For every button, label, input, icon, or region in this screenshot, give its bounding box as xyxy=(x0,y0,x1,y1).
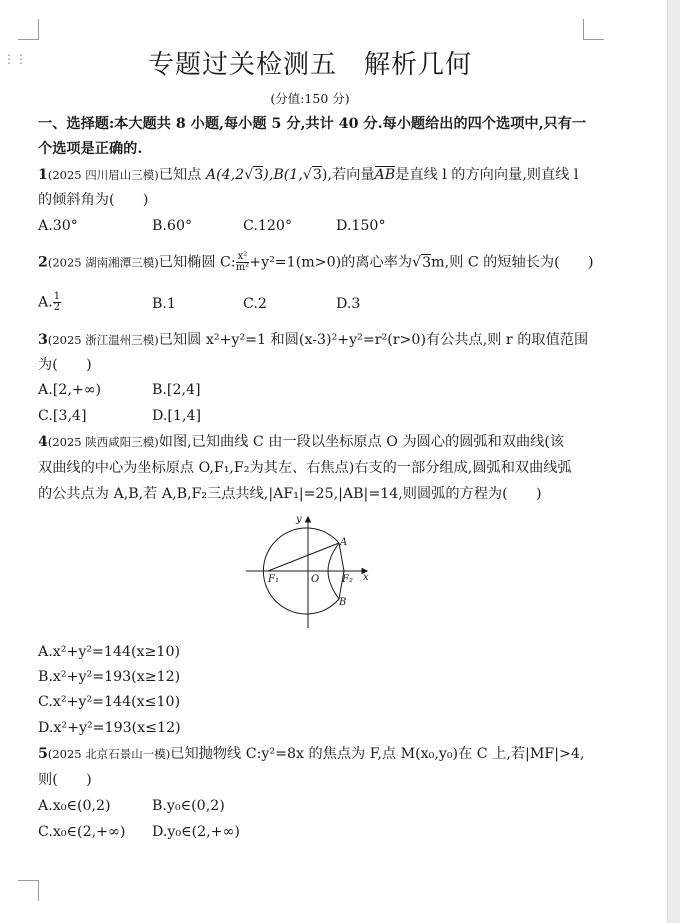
sqrt-radicand: 3 xyxy=(312,167,322,183)
question-4 xyxy=(38,432,564,452)
fraction-numerator: 1 xyxy=(53,291,61,302)
q2-option-a[interactable] xyxy=(38,292,61,313)
question-text: 已知点 xyxy=(158,167,206,183)
question-5 xyxy=(38,744,584,764)
crop-mark-top-right xyxy=(583,19,604,40)
question-text: 是直线 l 的方向向量,则直线 l xyxy=(395,167,579,183)
section-heading-line1: 一、选择题:本大题共 8 小题,每小题 5 分,共计 40 分.每小题给出的四个选项中,只有一 xyxy=(38,116,587,132)
fraction-numerator: x² xyxy=(237,251,248,262)
crop-mark-bottom-left xyxy=(18,880,39,901)
q4-option-c[interactable]: C.x²+y²=144(x≤10) xyxy=(38,694,181,710)
question-text: 已知椭圆 C: xyxy=(158,254,236,271)
q5-option-d[interactable]: D.y₀∈(2,+∞) xyxy=(152,824,240,840)
q4-option-a[interactable]: A.x²+y²=144(x≥10) xyxy=(38,644,181,660)
question-1 xyxy=(38,165,578,185)
q4-option-b[interactable]: B.x²+y²=193(x≥12) xyxy=(38,669,181,685)
question-text: m,则 C 的短轴长为( ) xyxy=(431,254,594,271)
label-x: x xyxy=(363,572,369,583)
label-f1: F₁ xyxy=(268,574,279,585)
question-text: ),若向量 xyxy=(321,167,375,183)
question-number: 1 xyxy=(38,167,48,183)
vector-ab: AB xyxy=(374,167,396,183)
question-3-line2: 为( ) xyxy=(38,357,92,373)
circle-hyperbola-figure xyxy=(242,508,378,634)
section-heading-line2: 个选项是正确的. xyxy=(38,141,143,157)
q1-option-b[interactable]: B.60° xyxy=(152,218,193,234)
q5-option-a[interactable]: A.x₀∈(0,2) xyxy=(38,798,111,814)
label-a: A xyxy=(340,537,348,548)
fraction-denominator: 2 xyxy=(53,302,61,313)
q1-option-c[interactable]: C.120° xyxy=(243,218,293,234)
question-text: +y²=1(m>0)的离心率为 xyxy=(249,254,413,271)
question-1-line2: 的倾斜角为( ) xyxy=(38,192,149,208)
question-number: 2 xyxy=(38,254,48,271)
q2-option-c[interactable]: C.2 xyxy=(243,296,267,312)
question-number: 4 xyxy=(38,434,48,450)
q3-option-d[interactable]: D.[1,4] xyxy=(152,408,202,424)
score-note: (分值:150 分) xyxy=(270,91,350,106)
question-source: (2025 浙江温州三模) xyxy=(47,333,159,347)
vertical-scrollbar[interactable] xyxy=(667,0,680,923)
math-text: ),B(1, xyxy=(263,167,303,183)
question-3 xyxy=(38,330,588,350)
question-text: 如图,已知曲线 C 由一段以坐标原点 O 为圆心的圆弧和双曲线(该 xyxy=(158,434,565,450)
drag-handle-icon[interactable]: ⋮⋮ xyxy=(3,52,27,66)
q5-option-b[interactable]: B.y₀∈(0,2) xyxy=(152,798,225,814)
label-f2: F₂ xyxy=(342,574,353,585)
option-label: A. xyxy=(38,294,53,311)
sqrt-symbol: √ xyxy=(302,167,312,183)
y-axis-arrow xyxy=(306,517,311,522)
question-text: 已知圆 x²+y²=1 和圆(x-3)²+y²=r²(r>0)有公共点,则 r 的取值范围 xyxy=(158,332,589,348)
fraction-denominator: m² xyxy=(235,262,250,273)
fraction xyxy=(236,252,250,273)
label-o: O xyxy=(311,574,320,585)
math-text: A(4,2 xyxy=(205,167,245,183)
question-source: (2025 北京石景山一模) xyxy=(47,747,171,761)
question-number: 3 xyxy=(38,332,48,348)
sqrt-radicand: 3 xyxy=(254,167,264,183)
question-source: (2025 湖南湘潭三模) xyxy=(47,255,159,270)
page-title: 专题过关检测五 解析几何 xyxy=(147,50,472,80)
label-b: B xyxy=(339,597,347,608)
fraction xyxy=(53,292,61,313)
q3-option-c[interactable]: C.[3,4] xyxy=(38,408,87,424)
q1-option-a[interactable]: A.30° xyxy=(38,218,78,234)
q1-option-d[interactable]: D.150° xyxy=(336,218,386,234)
q3-option-b[interactable]: B.[2,4] xyxy=(152,382,201,398)
q5-option-c[interactable]: C.x₀∈(2,+∞) xyxy=(38,824,126,840)
question-source: (2025 陕西咸阳三模) xyxy=(47,435,159,449)
q2-option-d[interactable]: D.3 xyxy=(336,296,361,312)
sqrt-radicand: 3 xyxy=(422,254,432,271)
question-5-line2: 则( ) xyxy=(38,772,92,788)
question-2 xyxy=(38,252,594,273)
q2-option-b[interactable]: B.1 xyxy=(152,296,176,312)
question-number: 5 xyxy=(38,746,48,762)
crop-mark-top-left xyxy=(18,19,39,40)
label-y: y xyxy=(296,514,302,525)
question-4-line3: 的公共点为 A,B,若 A,B,F₂三点共线,|AF₁|=25,|AB|=14,则圆弧的方程为( ) xyxy=(38,486,542,502)
question-source: (2025 四川眉山三模) xyxy=(47,168,159,182)
q3-option-a[interactable]: A.[2,+∞) xyxy=(38,382,102,398)
sqrt-symbol: √ xyxy=(244,167,254,183)
q4-option-d[interactable]: D.x²+y²=193(x≤12) xyxy=(38,720,181,736)
question-4-line2: 双曲线的中心为坐标原点 O,F₁,F₂为其左、右焦点)右支的一部分组成,圆弧和双曲线弧 xyxy=(38,460,572,476)
sqrt-symbol: √ xyxy=(412,254,422,271)
question-text: 已知抛物线 C:y²=8x 的焦点为 F,点 M(x₀,y₀)在 C 上,若|MF|>4, xyxy=(170,746,585,762)
